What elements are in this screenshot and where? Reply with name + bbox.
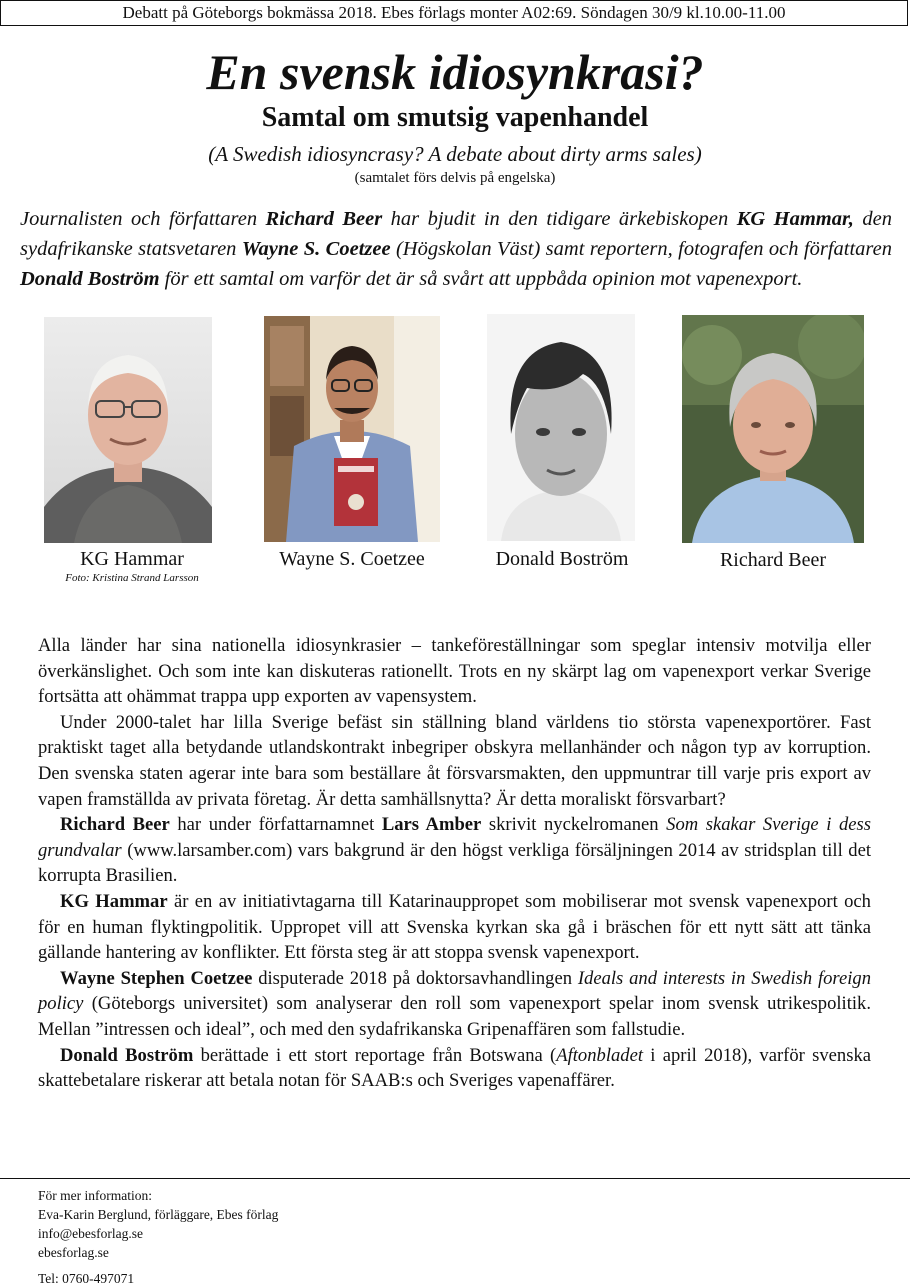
- intro-name-beer: Richard Beer: [265, 208, 383, 230]
- contact-email[interactable]: info@ebesforlag.se: [38, 1226, 144, 1241]
- photo-wayne-coetzee: [264, 316, 440, 542]
- caption-kg-hammar: KG Hammar: [80, 548, 184, 570]
- bio-name-hammar: KG Hammar: [60, 890, 168, 912]
- body-paragraph: Alla länder har sina nationella idiosynkrasier – tankeföreställningar som speglar intensiv motvilja eller överkänslighet. Och som inte kan diskuteras rationellt. Trots en ny skärpt lag om vapenexport verkar Sverige fortsätta att ohämmat trappa upp exporten av vapensystem.: [38, 635, 871, 708]
- bio-name-bostrom: Donald Boström: [60, 1044, 194, 1066]
- bio-name-beer: Richard Beer: [60, 814, 170, 836]
- bio-name-coetzee: Wayne Stephen Coetzee: [60, 967, 253, 989]
- english-translation: (A Swedish idiosyncrasy? A debate about dirty arms sales): [208, 142, 702, 166]
- newspaper-name: Aftonbladet: [556, 1044, 643, 1066]
- bio-text: är en av initiativtagarna till Katarinauppropet som mobiliserar mot svensk vapenexport och för en human flyktingpolitik. Uppropet vill att Svenska kyrkan ska gå i bräschen för ett nytt sätt att tänka gällande hantering av konflikter. Ett första steg är att stoppa svensk vapenexport.: [38, 890, 871, 964]
- page-title: En svensk idiosynkrasi?: [206, 44, 704, 100]
- bio-text: disputerade 2018 på doktorsavhandlingen: [252, 967, 578, 989]
- intro-name-hammar: KG Hammar,: [736, 208, 854, 230]
- body-paragraph: [38, 812, 871, 889]
- contact-info: [38, 1186, 438, 1288]
- main-text: [38, 633, 871, 1094]
- photo-kg-hammar: [44, 317, 212, 543]
- contact-website[interactable]: ebesforlag.se: [38, 1245, 109, 1260]
- photo-richard-beer: [682, 315, 864, 543]
- language-note: (samtalet förs delvis på engelska): [354, 170, 556, 186]
- intro-name-coetzee: Wayne S. Coetzee: [241, 238, 391, 260]
- contact-heading: För mer information:: [38, 1188, 152, 1203]
- contact-person: Eva-Karin Berglund, förläggare, Ebes förlag: [38, 1207, 279, 1222]
- body-paragraph: [38, 889, 871, 966]
- event-banner: Debatt på Göteborgs bokmässa 2018. Ebes förlags monter A02:69. Söndagen 30/9 kl.10.00-11.00: [0, 0, 908, 26]
- intro-text: för ett samtal om varför det är så svårt att uppbåda opinion mot vapenexport.: [159, 268, 803, 290]
- caption-richard-beer: Richard Beer: [719, 549, 827, 571]
- bio-text: berättade i ett stort reportage från Botswana (: [193, 1044, 557, 1066]
- thesis-title: Ideals and interests in Swedish foreign policy: [38, 967, 871, 1015]
- bio-text: har under författarnamnet: [169, 814, 382, 836]
- photo-credit: Foto: Kristina Strand Larsson: [65, 572, 199, 584]
- bio-text: (www.larsamber.com) vars bakgrund är den högst verkliga försäljningen 2014 av stridsplan till det korrupta Brasilien.: [38, 839, 871, 887]
- body-paragraph: [38, 966, 871, 1043]
- body-paragraph: [38, 1043, 871, 1094]
- footer-divider: [0, 1178, 910, 1179]
- intro-text: Journalisten och författaren: [20, 208, 266, 230]
- bio-text: skrivit nyckelromanen: [481, 814, 667, 836]
- book-title: Som skakar Sverige i dess grundvalar: [38, 814, 871, 861]
- contact-phone: Tel: 0760-497071: [38, 1271, 135, 1286]
- intro-text: (Högskolan Väst) samt reportern, fotografen och författaren: [390, 238, 892, 260]
- intro-paragraph: [20, 204, 892, 294]
- bio-text: (Göteborgs universitet) som analyserar den roll som vapenexport spelar inom svensk utrikespolitik. Mellan ”intressen och ideal”, och med den sydafrikanska Gripenaffären som fallstudie.: [38, 993, 871, 1040]
- pen-name: Lars Amber: [381, 814, 482, 836]
- bio-text: i april 2018), varför svenska skattebetalare riskerar att betala notan för SAAB:s och Sveriges vapenaffärer.: [38, 1044, 871, 1092]
- caption-donald-bostrom: Donald Boström: [495, 548, 629, 570]
- intro-name-bostrom: Donald Boström: [20, 268, 160, 290]
- intro-text: den sydafrikanske statsvetaren: [20, 208, 892, 260]
- photo-donald-bostrom: [487, 314, 635, 541]
- page-subtitle: Samtal om smutsig vapenhandel: [261, 102, 649, 133]
- caption-wayne-coetzee: Wayne S. Coetzee: [279, 548, 425, 570]
- intro-text: har bjudit in den tidigare ärkebiskopen: [382, 208, 737, 230]
- body-paragraph: Under 2000-talet har lilla Sverige befäst sin ställning bland världens tio största vapenexportörer. Fast praktiskt taget alla betydande utlandskontrakt inbegriper obskyra mellanhänder och någon typ av korruption. Den svenska staten agerar inte bara som beställare åt försvarsmakten, den uppmuntrar till varje pris export av vapen framställda av privata företag. Är detta samhällsnytta? Är detta moraliskt försvarbart?: [38, 711, 871, 810]
